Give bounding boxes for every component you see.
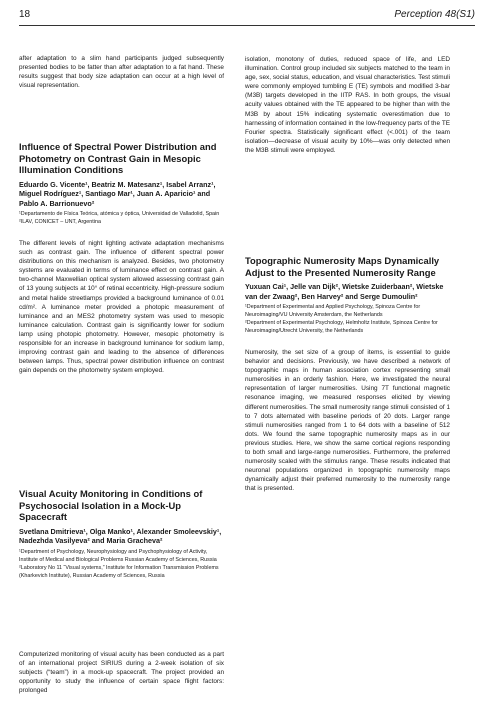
page-number: 18 (19, 9, 31, 20)
article-spectral-power (19, 141, 224, 375)
article-title: Influence of Spectral Power Distribution and Photometry on Contrast Gain in Mesopic Illumination Conditions (19, 141, 217, 176)
article-abstract: Numerosity, the set size of a group of items, is essential to guide behavior and decisions. Previously, we have described a network of topographic maps in human association cortex representing small numerosities in an orderly fashion. Here, we investigated the neural representation of larger numerosities. Using 7T functional magnetic resonance imaging, we measured responses elicited by viewing different numerosities. The small numerosity range stimuli consisted of 1 to 7 dots alternated with baseline periods of 20 dots. Larger range stimuli numerosities ranged from 1 to 64 dots with a baseline of 512 dots. We found the same topographic numerosity maps as in our previous studies. Here, we show the same cortical regions responding to both small and large-range numerosities. Furthermore, the preferred numerosity scaled with the stimulus range. These results indicated that neuronal populations organized in topographic numerosity maps dynamically adjust their preferred numerosity to the numerosity range that is presented. (245, 349, 450, 493)
article-authors: Eduardo G. Vicente¹, Beatriz M. Matesanz¹, Isabel Arranz¹, Miguel Rodríguez¹, Santiago Mar¹, Juan A. Aparicio¹ and Pablo A. Barrionuevo² (19, 179, 216, 208)
article-authors: Svetlana Dmitrieva¹, Olga Manko¹, Alexander Smoleevskiy¹, Nadezhda Vasilyeva² and Maria Gracheva² (19, 526, 222, 546)
article-abstract: The different levels of night lighting activate adaptation mechanisms such as contrast gain. The influence of different spectral power distributions on this mechanism is analyzed. Besides, two photometry systems are evaluated in terms of luminance effect on contrast gain. A two-channel Maxwellian optical system allowed assessing contrast gain of 13 young subjects at 10° of retinal eccentricity. High-pressure sodium and metal halide streetlamps provided a background luminance of 0.01 cd/m². A luminance meter provided a photopic measurement of luminance and an MES2 photometry system was used to mesopic luminance calculation. Contrast gain is significantly lower for sodium lamp using photopic photometry. However, mesopic photometry is responsible for an increase in background luminance for sodium lamp, improving contrast gain and leading to the absence of differences between lamps. Thus, spectral power distribution influence on contrast gain depends on the photometry system employed. (19, 240, 224, 375)
article-title: Visual Acuity Monitoring in Conditions of Psychosocial Isolation in a Mock-Up Spacecraft (19, 488, 203, 523)
article-affiliation-2: ²ILAV, CONICET – UNT, Argentina (19, 219, 101, 225)
article-authors: Yuxuan Cai¹, Jelle van Dijk², Wietske Zuiderbaan², Wietske van der Zwaag², Ben Harvey² and Serge Dumoulin² (245, 282, 444, 301)
article-numerosity-maps (245, 255, 450, 494)
article-affiliation-2: ²Department of Experimental Psychology, Helmholtz Institute, Spinoza Centre for Neuroimaging/Utrecht University, the Netherlands (245, 320, 438, 334)
page-header (19, 9, 475, 31)
continued-paragraph: isolation, monotony of duties, reduced space of life, and LED illumination. Control group included six subjects matched to the team in age, sex, social status, education, and visual characteristics. Test stimuli were commonly employed tumbling E (TE) symbols and modified 3-bar (M3B) targets developed in the IITP RAS. In both groups, the visual acuity values obtained with the TE appeared to be higher than with the M3B by about 15% indicating systematic overestimation due to harnessing of information contained in the low-frequency parts of the TE Fourier spectra. Statistically significant effect (<.001) of the team isolation—decrease of visual acuity by 10%—was only detected when the M3B stimuli were employed. (245, 56, 450, 154)
left-column (19, 54, 224, 695)
article-affiliation-1: ¹Department of Experimental and Applied Psychology, Spinoza Centre for Neuroimaging/VU University Amsterdam, the Netherlands (245, 304, 421, 318)
journal-title: Perception 48(S1) (394, 9, 475, 20)
article-abstract: Computerized monitoring of visual acuity has been conducted as a part of an international project SIRIUS during a 2-week isolation of six subjects (“team”) in a mock-up spacecraft. The project provided an opportunity to study the influence of certain space flight factors: prolonged (19, 651, 224, 695)
right-column (245, 55, 450, 493)
article-affiliation-2: ²Laboratory No 11 “Visual systems,” Institute for Information Transmission Problems (Kharkevich Institute), Russian Academy of Sciences, Russia (19, 564, 219, 579)
header-rule (19, 25, 475, 26)
article-affiliation-1: ¹Department of Psychology, Neurophysiology and Psychophysiology of Activity, Institute of Medical and Biological Problems Russian Academy of Sciences, Russia (19, 548, 217, 563)
article-affiliation-1: ¹Departamento de Física Teórica, atómica y óptica, Universidad de Valladolid, Spain (19, 211, 220, 217)
article-visual-acuity (19, 488, 224, 580)
intro-paragraph: after adaptation to a slim hand participants judged subsequently presented bodies to be fatter than after adaptation to a fat hand. These results suggest that body size adaptation can occur at a high level of visual representation. (19, 55, 224, 90)
article-title: Topographic Numerosity Maps Dynamically Adjust to the Presented Numerosity Range (245, 255, 440, 278)
